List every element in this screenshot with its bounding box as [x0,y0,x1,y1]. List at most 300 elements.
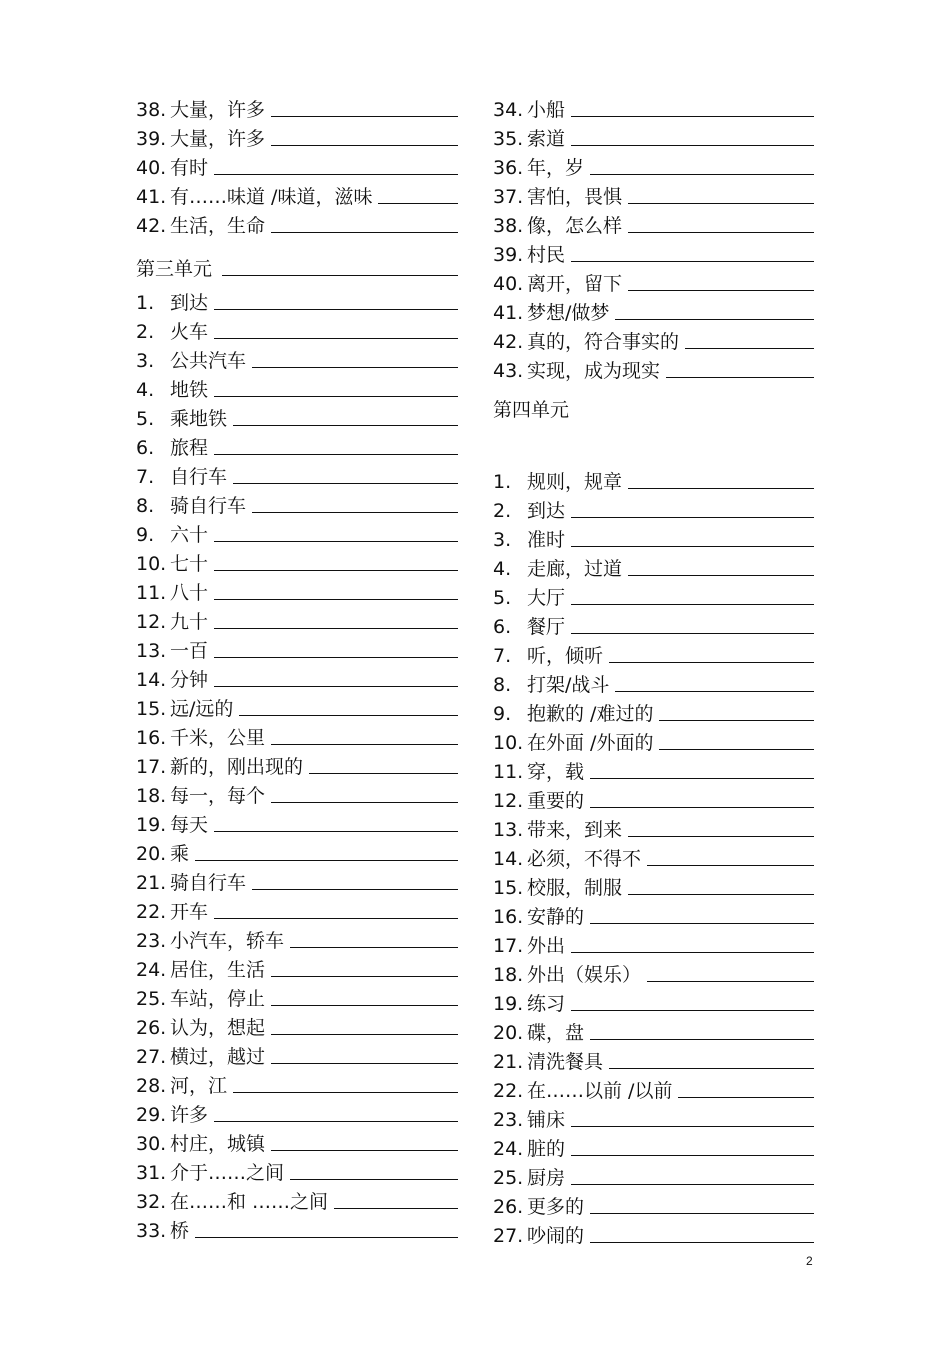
item-number: 28. [136,1075,167,1097]
answer-blank[interactable] [309,773,458,774]
item-number: 7. [493,645,512,667]
unit4-heading: 第四单元 [493,399,570,421]
right-top-item [493,92,814,121]
item-number: 24. [493,1138,524,1160]
unit4-item [493,870,814,899]
item-number: 1. [493,471,512,493]
answer-blank[interactable] [214,918,458,919]
answer-blank[interactable] [647,865,814,866]
item-number: 8. [136,495,155,517]
item-text: 车站，停止 [170,988,266,1010]
left-top-item [136,92,458,121]
answer-blank[interactable] [214,686,458,687]
unit4-item [493,580,814,609]
item-number: 40. [136,157,167,179]
unit3-item [136,372,458,401]
item-number: 6. [136,437,155,459]
item-text: 重要的 [527,790,585,812]
item-number: 38. [136,99,167,121]
answer-blank[interactable] [628,488,814,489]
item-number: 22. [493,1080,524,1102]
item-text: 铺床 [527,1109,566,1131]
answer-blank[interactable] [590,1242,814,1243]
unit4-item [493,522,814,551]
item-number: 38. [493,215,524,237]
unit3-heading: 第三单元 [136,258,213,280]
answer-blank[interactable] [609,1068,814,1069]
answer-blank[interactable] [214,174,458,175]
item-text: 大厅 [527,587,566,609]
item-text: 许多 [170,1104,209,1126]
item-text: 火车 [170,321,209,343]
item-number: 29. [136,1104,167,1126]
answer-blank[interactable] [590,923,814,924]
item-text: 分钟 [170,669,209,691]
item-number: 24. [136,959,167,981]
item-text: 横过，越过 [170,1046,266,1068]
answer-blank[interactable] [571,1155,814,1156]
item-number: 33. [136,1220,167,1242]
unit3-item [136,1068,458,1097]
item-text: 更多的 [527,1196,585,1218]
item-number: 42. [493,331,524,353]
answer-blank[interactable] [571,952,814,953]
item-number: 36. [493,157,524,179]
answer-blank[interactable] [290,1179,458,1180]
item-text: 乘地铁 [170,408,228,430]
item-number: 16. [493,906,524,928]
unit3-item [136,807,458,836]
right-column [493,92,814,1247]
item-number: 21. [493,1051,524,1073]
answer-blank[interactable] [571,1010,814,1011]
answer-blank[interactable] [678,1097,814,1098]
answer-blank[interactable] [571,1126,814,1127]
left-top-item [136,150,458,179]
unit3-item [136,1126,458,1155]
answer-blank[interactable] [271,232,458,233]
unit4-item [493,609,814,638]
item-number: 37. [493,186,524,208]
unit4-item [493,464,814,493]
unit3-item [136,343,458,372]
item-number: 25. [493,1167,524,1189]
unit4-item [493,551,814,580]
item-text: 脏的 [527,1138,566,1160]
item-text: 外出 [527,935,566,957]
answer-blank[interactable] [252,512,458,513]
answer-blank[interactable] [659,720,814,721]
item-number: 21. [136,872,167,894]
right-top-item [493,237,814,266]
item-text: 每一，每个 [170,785,266,807]
item-number: 10. [136,553,167,575]
unit3-item [136,1184,458,1213]
item-number: 10. [493,732,524,754]
item-number: 40. [493,273,524,295]
item-text: 有……味道 /味道，滋味 [170,186,373,208]
unit3-item [136,633,458,662]
unit4-item [493,696,814,725]
unit3-item [136,285,458,314]
unit4-item [493,493,814,522]
right-top-item [493,179,814,208]
answer-blank[interactable] [271,1150,458,1151]
unit3-item [136,691,458,720]
item-text: 乘 [170,843,190,865]
answer-blank[interactable] [214,541,458,542]
item-number: 34. [493,99,524,121]
item-text: 桥 [170,1220,190,1242]
item-text: 在外面 /外面的 [527,732,654,754]
item-number: 5. [136,408,155,430]
item-text: 居住，生活 [170,959,266,981]
answer-blank[interactable] [214,1121,458,1122]
left-top-item [136,121,458,150]
left-column [136,92,458,1242]
item-number: 30. [136,1133,167,1155]
item-text: 村民 [527,244,566,266]
right-top-item [493,266,814,295]
answer-blank[interactable] [214,570,458,571]
item-number: 8. [493,674,512,696]
item-number: 5. [493,587,512,609]
unit3-item [136,749,458,778]
item-number: 1. [136,292,155,314]
answer-blank[interactable] [233,1092,458,1093]
unit3-item [136,314,458,343]
item-text: 离开，留下 [527,273,623,295]
item-text: 自行车 [170,466,228,488]
answer-blank[interactable] [590,778,814,779]
unit3-item [136,575,458,604]
item-text: 走廊，过道 [527,558,623,580]
unit4-item [493,1102,814,1131]
unit3-item [136,981,458,1010]
unit4-item [493,812,814,841]
answer-blank[interactable] [666,377,814,378]
answer-blank[interactable] [571,633,814,634]
item-text: 害怕，畏惧 [527,186,623,208]
answer-blank[interactable] [590,807,814,808]
answer-blank[interactable] [271,1063,458,1064]
item-text: 七十 [170,553,209,575]
item-text: 骑自行车 [170,495,247,517]
item-number: 42. [136,215,167,237]
answer-blank[interactable] [628,203,814,204]
item-text: 外出（娱乐） [527,964,642,986]
item-number: 43. [493,360,524,382]
item-number: 13. [136,640,167,662]
item-number: 12. [493,790,524,812]
answer-blank[interactable] [628,575,814,576]
item-text: 远/远的 [170,698,234,720]
item-number: 13. [493,819,524,841]
answer-blank[interactable] [685,348,814,349]
item-text: 开车 [170,901,209,923]
answer-blank[interactable] [628,836,814,837]
answer-blank[interactable] [628,290,814,291]
left-top-list [136,92,458,237]
answer-blank[interactable] [252,889,458,890]
answer-blank[interactable] [214,599,458,600]
unit4-item [493,783,814,812]
right-top-item [493,324,814,353]
answer-blank[interactable] [214,396,458,397]
right-top-item [493,121,814,150]
unit4-item [493,899,814,928]
answer-blank[interactable] [271,744,458,745]
item-text: 在……和 ……之间 [170,1191,329,1213]
item-text: 生活，生命 [170,215,266,237]
item-number: 15. [493,877,524,899]
item-text: 规则，规章 [527,471,623,493]
answer-blank[interactable] [590,1213,814,1214]
item-text: 年，岁 [527,157,585,179]
item-number: 27. [493,1225,524,1247]
item-text: 必须，不得不 [527,848,642,870]
item-number: 26. [493,1196,524,1218]
answer-blank[interactable] [571,261,814,262]
item-number: 15. [136,698,167,720]
unit3-item [136,923,458,952]
item-number: 12. [136,611,167,633]
answer-blank[interactable] [214,338,458,339]
item-text: 索道 [527,128,566,150]
item-number: 6. [493,616,512,638]
item-number: 3. [493,529,512,551]
unit4-spacer [493,438,814,464]
item-number: 9. [136,524,155,546]
answer-blank[interactable] [609,662,814,663]
item-number: 20. [493,1022,524,1044]
unit4-item [493,725,814,754]
item-text: 实现，成为现实 [527,360,661,382]
unit3-item [136,894,458,923]
unit4-heading-row [493,382,814,438]
item-number: 17. [493,935,524,957]
item-number: 16. [136,727,167,749]
item-text: 骑自行车 [170,872,247,894]
right-top-item [493,353,814,382]
answer-blank[interactable] [615,319,814,320]
unit3-item [136,836,458,865]
item-number: 39. [136,128,167,150]
answer-blank[interactable] [571,116,814,117]
item-number: 19. [493,993,524,1015]
item-text: 大量，许多 [170,99,266,121]
unit4-item [493,1189,814,1218]
page-number: 2 [806,1254,813,1268]
item-text: 一百 [170,640,209,662]
item-text: 旅程 [170,437,209,459]
unit4-item [493,928,814,957]
item-number: 18. [493,964,524,986]
unit3-item [136,459,458,488]
unit3-item [136,1155,458,1184]
item-text: 到达 [527,500,566,522]
answer-blank[interactable] [378,203,458,204]
item-text: 穿，载 [527,761,585,783]
unit3-item [136,1010,458,1039]
unit3-item [136,604,458,633]
item-number: 27. [136,1046,167,1068]
item-number: 4. [136,379,155,401]
answer-blank[interactable] [214,628,458,629]
unit4-item [493,1218,814,1247]
unit4-item [493,841,814,870]
right-top-item [493,295,814,324]
item-text: 大量，许多 [170,128,266,150]
item-text: 像，怎么样 [527,215,623,237]
answer-blank[interactable] [571,1184,814,1185]
unit4-list [493,464,814,1247]
item-number: 14. [136,669,167,691]
item-number: 11. [136,582,167,604]
item-text: 梦想/做梦 [527,302,610,324]
item-text: 八十 [170,582,209,604]
item-number: 32. [136,1191,167,1213]
item-number: 41. [493,302,524,324]
item-number: 23. [136,930,167,952]
answer-blank[interactable] [590,174,814,175]
unit3-item [136,1213,458,1242]
item-number: 35. [493,128,524,150]
unit3-item [136,662,458,691]
unit4-item [493,1015,814,1044]
answer-blank[interactable] [590,1039,814,1040]
item-text: 吵闹的 [527,1225,585,1247]
answer-blank[interactable] [271,116,458,117]
unit3-list [136,285,458,1242]
left-top-item [136,208,458,237]
item-number: 18. [136,785,167,807]
unit3-heading-blank[interactable] [222,275,458,276]
answer-blank[interactable] [271,802,458,803]
unit3-item [136,865,458,894]
unit3-item [136,778,458,807]
answer-blank[interactable] [290,947,458,948]
answer-blank[interactable] [271,145,458,146]
unit3-item [136,546,458,575]
item-text: 六十 [170,524,209,546]
item-number: 20. [136,843,167,865]
item-text: 到达 [170,292,209,314]
item-text: 地铁 [170,379,209,401]
answer-blank[interactable] [195,860,458,861]
answer-blank[interactable] [252,367,458,368]
item-number: 41. [136,186,167,208]
item-text: 村庄，城镇 [170,1133,266,1155]
answer-blank[interactable] [628,232,814,233]
item-text: 听，倾听 [527,645,604,667]
item-text: 练习 [527,993,566,1015]
unit4-item [493,1073,814,1102]
answer-blank[interactable] [334,1208,458,1209]
answer-blank[interactable] [233,483,458,484]
unit4-item [493,1131,814,1160]
answer-blank[interactable] [214,454,458,455]
item-text: 安静的 [527,906,585,928]
item-text: 抱歉的 /难过的 [527,703,654,725]
item-number: 14. [493,848,524,870]
unit3-item [136,488,458,517]
item-text: 小汽车，轿车 [170,930,285,952]
answer-blank[interactable] [195,1237,458,1238]
left-top-item [136,179,458,208]
answer-blank[interactable] [628,894,814,895]
item-text: 餐厅 [527,616,566,638]
item-number: 19. [136,814,167,836]
item-number: 26. [136,1017,167,1039]
unit3-item [136,720,458,749]
unit4-item [493,1044,814,1073]
unit4-item [493,986,814,1015]
item-number: 11. [493,761,524,783]
item-number: 25. [136,988,167,1010]
item-number: 23. [493,1109,524,1131]
answer-blank[interactable] [214,657,458,658]
answer-blank[interactable] [647,981,814,982]
item-text: 九十 [170,611,209,633]
item-text: 碟，盘 [527,1022,585,1044]
unit3-item [136,401,458,430]
item-text: 介于……之间 [170,1162,285,1184]
answer-blank[interactable] [571,517,814,518]
item-text: 真的，符合事实的 [527,331,680,353]
item-text: 新的，刚出现的 [170,756,304,778]
answer-blank[interactable] [271,1005,458,1006]
answer-blank[interactable] [214,831,458,832]
answer-blank[interactable] [239,715,458,716]
answer-blank[interactable] [659,749,814,750]
answer-blank[interactable] [571,145,814,146]
unit4-item [493,638,814,667]
unit4-item [493,667,814,696]
unit3-item [136,430,458,459]
item-text: 公共汽车 [170,350,247,372]
item-text: 校服，制服 [527,877,623,899]
item-text: 千米，公里 [170,727,266,749]
unit3-item [136,517,458,546]
item-text: 小船 [527,99,566,121]
answer-blank[interactable] [571,546,814,547]
item-number: 4. [493,558,512,580]
unit4-item [493,957,814,986]
item-text: 带来，到来 [527,819,623,841]
item-text: 厨房 [527,1167,566,1189]
unit4-item [493,1160,814,1189]
item-text: 有时 [170,157,209,179]
answer-blank[interactable] [615,691,814,692]
item-number: 3. [136,350,155,372]
unit3-item [136,1097,458,1126]
answer-blank[interactable] [271,976,458,977]
unit4-item [493,754,814,783]
right-top-item [493,150,814,179]
item-number: 39. [493,244,524,266]
answer-blank[interactable] [271,1034,458,1035]
item-text: 清洗餐具 [527,1051,604,1073]
item-text: 河，江 [170,1075,228,1097]
item-text: 准时 [527,529,566,551]
unit3-heading-row [136,237,458,285]
item-text: 打架/战斗 [527,674,610,696]
answer-blank[interactable] [233,425,458,426]
item-text: 认为，想起 [170,1017,266,1039]
answer-blank[interactable] [571,604,814,605]
answer-blank[interactable] [214,309,458,310]
